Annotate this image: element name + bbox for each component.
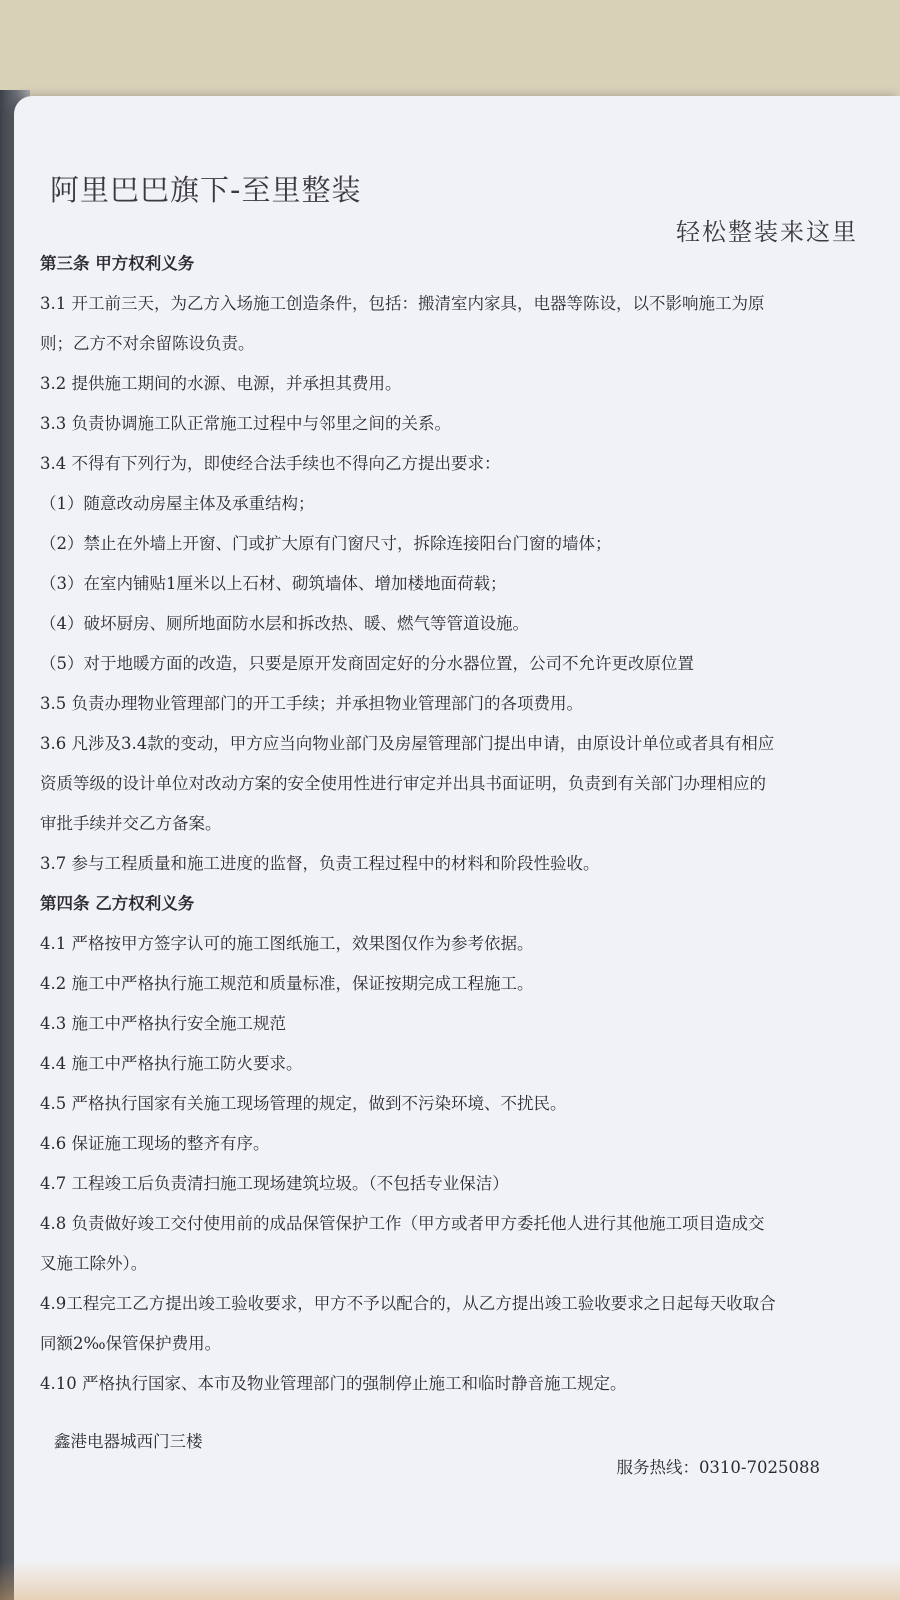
- section-heading: 第三条 甲方权利义务: [40, 254, 195, 273]
- contract-line: 4.9工程完工乙方提出竣工验收要求，甲方不予以配合的，从乙方提出竣工验收要求之日起每天收取合: [40, 1294, 776, 1313]
- contract-line: 4.8 负责做好竣工交付使用前的成品保管保护工作（甲方或者甲方委托他人进行其他施工项目造成交: [40, 1214, 765, 1233]
- contract-line: 4.4 施工中严格执行施工防火要求。: [40, 1054, 303, 1073]
- contract-line: 4.5 严格执行国家有关施工现场管理的规定，做到不污染环境、不扰民。: [40, 1094, 567, 1113]
- contract-line: 4.1 严格按甲方签字认可的施工图纸施工，效果图仅作为参考依据。: [40, 934, 534, 953]
- contract-line: 3.4 不得有下列行为，即使经合法手续也不得向乙方提出要求：: [40, 454, 501, 473]
- footer-address: 鑫港电器城西门三楼: [54, 1432, 203, 1451]
- contract-line: 4.6 保证施工现场的整齐有序。: [40, 1134, 270, 1153]
- contract-line: 则；乙方不对余留陈设负责。: [40, 334, 255, 353]
- contract-line: 同额2‰保管保护费用。: [40, 1334, 222, 1353]
- contract-line: 资质等级的设计单位对改动方案的安全使用性进行审定并出具书面证明，负责到有关部门办理相应的: [40, 774, 766, 793]
- contract-line: （1）随意改动房屋主体及承重结构；: [40, 494, 315, 513]
- contract-line: （5）对于地暖方面的改造，只要是原开发商固定好的分水器位置，公司不允许更改原位置: [40, 654, 694, 673]
- footer-hotline: 服务热线：0310-7025088: [616, 1458, 820, 1477]
- page-content: [30, 96, 880, 1600]
- contract-line: （3）在室内铺贴1厘米以上石材、砌筑墙体、增加楼地面荷载；: [40, 574, 507, 593]
- contract-line: 3.6 凡涉及3.4款的变动，甲方应当向物业部门及房屋管理部门提出申请，由原设计单位或者具有相应: [40, 734, 775, 753]
- contract-line: 叉施工除外）。: [40, 1254, 148, 1273]
- document-title: 阿里巴巴旗下-至里整装: [50, 173, 362, 207]
- contract-body: [40, 244, 870, 1404]
- contract-line: 3.7 参与工程质量和施工进度的监督，负责工程过程中的材料和阶段性验收。: [40, 854, 600, 873]
- contract-line: 4.7 工程竣工后负责清扫施工现场建筑垃圾。（不包括专业保洁）: [40, 1174, 509, 1193]
- contract-line: 3.1 开工前三天，为乙方入场施工创造条件，包括：搬清室内家具，电器等陈设，以不影响施工为原: [40, 294, 765, 313]
- contract-line: 3.3 负责协调施工队正常施工过程中与邻里之间的关系。: [40, 414, 451, 433]
- document-page: [14, 96, 900, 1600]
- contract-line: 审批手续并交乙方备案。: [40, 814, 222, 833]
- contract-line: 4.2 施工中严格执行施工规范和质量标准，保证按期完成工程施工。: [40, 974, 534, 993]
- contract-line: 3.2 提供施工期间的水源、电源，并承担其费用。: [40, 374, 402, 393]
- section-heading: 第四条 乙方权利义务: [40, 894, 195, 913]
- contract-line: （2）禁止在外墙上开窗、门或扩大原有门窗尺寸，拆除连接阳台门窗的墙体；: [40, 534, 612, 553]
- contract-line: 4.3 施工中严格执行安全施工规范: [40, 1014, 286, 1033]
- document-slogan: 轻松整装来这里: [676, 218, 858, 246]
- contract-line: 3.5 负责办理物业管理部门的开工手续；并承担物业管理部门的各项费用。: [40, 694, 583, 713]
- desk-edge: [0, 1560, 900, 1600]
- contract-line: （4）破坏厨房、厕所地面防水层和拆改热、暖、燃气等管道设施。: [40, 614, 529, 633]
- contract-line: 4.10 严格执行国家、本市及物业管理部门的强制停止施工和临时静音施工规定。: [40, 1374, 627, 1393]
